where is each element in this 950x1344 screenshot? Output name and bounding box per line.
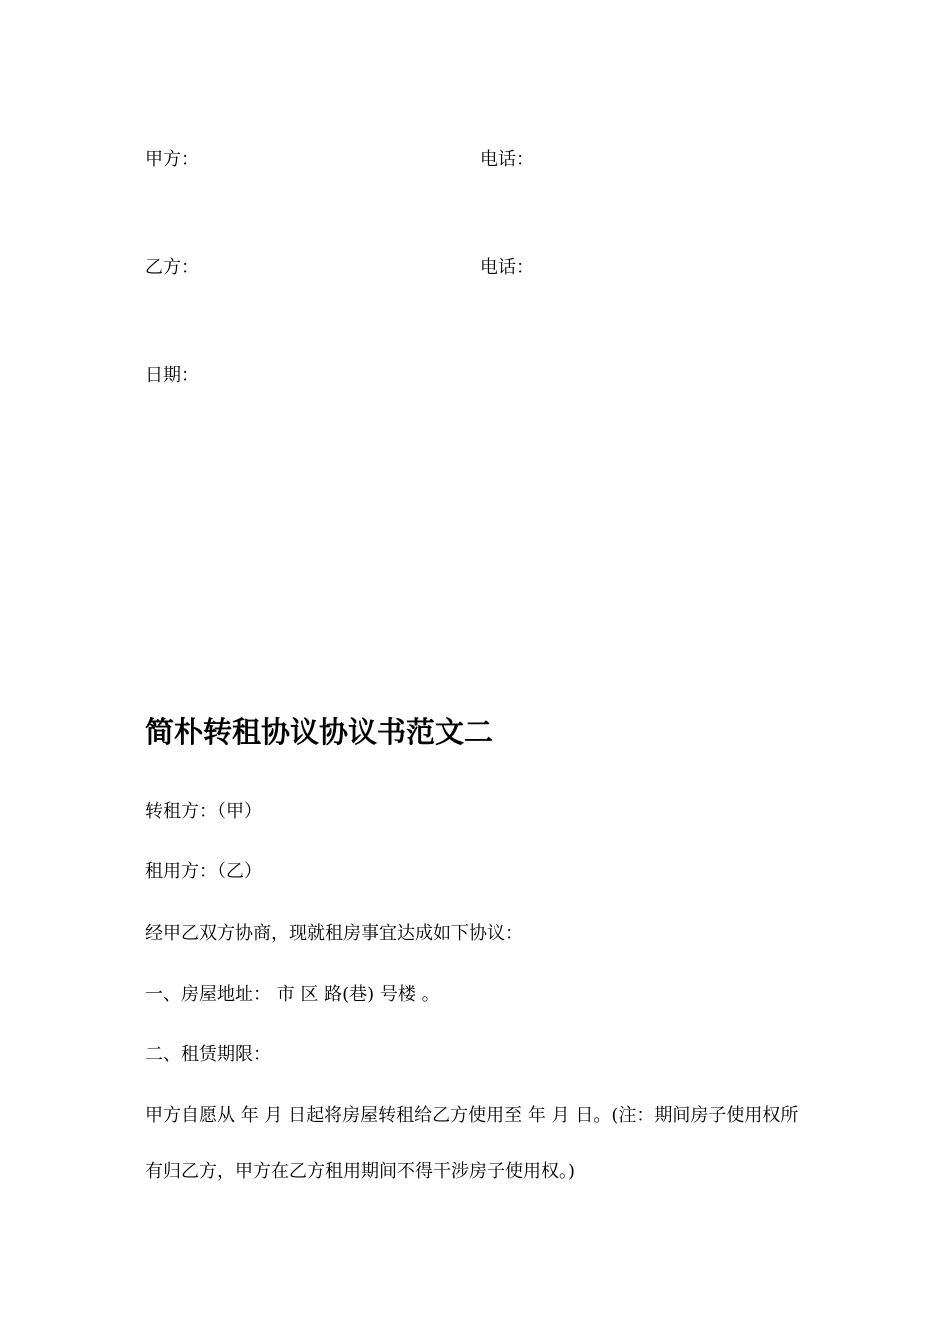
lessee-line: 租用方：（乙） <box>145 861 262 882</box>
party-a-label: 甲方： <box>145 149 199 170</box>
party-b-phone-label: 电话： <box>480 257 534 278</box>
date-label: 日期： <box>145 365 199 386</box>
party-b-label: 乙方： <box>145 257 199 278</box>
intro-paragraph: 经甲乙双方协商，现就租房事宜达成如下协议： <box>145 923 523 944</box>
clause-term-body: 甲方自愿从 年 月 日起将房屋转租给乙方使用至 年 月 日。(注：期间房子使用权所有归乙方，甲方在乙方租用期间不得干涉房子使用权。) <box>145 1105 799 1182</box>
clause-term-heading: 二、租赁期限： <box>145 1044 271 1065</box>
sublessor-line: 转租方：（甲） <box>145 801 262 822</box>
clause-address: 一、房屋地址： 市 区 路(巷) 号楼 。 <box>145 984 440 1005</box>
party-a-phone-label: 电话： <box>480 149 534 170</box>
section-title: 简朴转租协议协议书范文二 <box>145 715 494 749</box>
